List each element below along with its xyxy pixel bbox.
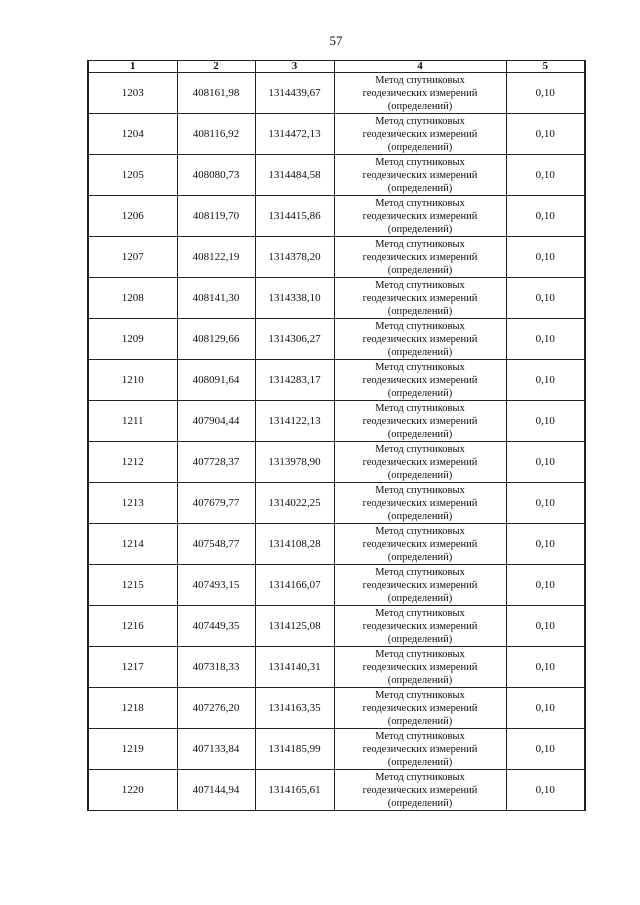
x-coordinate-cell: 407493,15	[177, 565, 255, 606]
method-cell	[334, 114, 506, 155]
y-coordinate-cell: 1314283,17	[255, 360, 334, 401]
table-row	[88, 114, 585, 155]
header-col-2: 2	[177, 61, 255, 73]
method-line: (определений)	[387, 633, 453, 645]
method-line: (определений)	[387, 674, 453, 686]
point-number-cell: 1211	[88, 401, 177, 442]
y-coordinate-cell: 1313978,90	[255, 442, 334, 483]
x-coordinate-cell: 408161,98	[177, 73, 255, 114]
coordinates-table	[87, 60, 586, 811]
x-coordinate-cell: 407318,33	[177, 647, 255, 688]
table-row	[88, 606, 585, 647]
point-number-cell: 1214	[88, 524, 177, 565]
method-line: Метод спутниковых	[375, 525, 465, 537]
method-cell	[334, 73, 506, 114]
method-line: Метод спутниковых	[375, 402, 465, 414]
table-row	[88, 155, 585, 196]
method-line: Метод спутниковых	[375, 648, 465, 660]
table-row	[88, 278, 585, 319]
method-line: геодезических измерений	[362, 620, 478, 632]
method-line: Метод спутниковых	[375, 115, 465, 127]
point-number-cell: 1209	[88, 319, 177, 360]
precision-cell: 0,10	[506, 278, 585, 319]
method-cell	[334, 770, 506, 811]
method-line: геодезических измерений	[362, 497, 478, 509]
method-line: (определений)	[387, 797, 453, 809]
y-coordinate-cell: 1314163,35	[255, 688, 334, 729]
method-line: (определений)	[387, 141, 453, 153]
precision-cell: 0,10	[506, 155, 585, 196]
method-line: (определений)	[387, 305, 453, 317]
point-number-cell: 1212	[88, 442, 177, 483]
point-number-cell: 1220	[88, 770, 177, 811]
method-line: геодезических измерений	[362, 784, 478, 796]
y-coordinate-cell: 1314338,10	[255, 278, 334, 319]
table-header	[88, 61, 585, 73]
precision-cell: 0,10	[506, 73, 585, 114]
header-col-3: 3	[255, 61, 334, 73]
table-row	[88, 360, 585, 401]
precision-cell: 0,10	[506, 565, 585, 606]
method-line: Метод спутниковых	[375, 689, 465, 701]
x-coordinate-cell: 408116,92	[177, 114, 255, 155]
method-line: (определений)	[387, 223, 453, 235]
method-cell	[334, 155, 506, 196]
method-line: Метод спутниковых	[375, 361, 465, 373]
method-line: Метод спутниковых	[375, 771, 465, 783]
x-coordinate-cell: 407904,44	[177, 401, 255, 442]
point-number-cell: 1207	[88, 237, 177, 278]
y-coordinate-cell: 1314140,31	[255, 647, 334, 688]
method-line: (определений)	[387, 387, 453, 399]
method-line: геодезических измерений	[362, 415, 478, 427]
precision-cell: 0,10	[506, 524, 585, 565]
method-line: Метод спутниковых	[375, 730, 465, 742]
table-row	[88, 73, 585, 114]
y-coordinate-cell: 1314439,67	[255, 73, 334, 114]
method-line: (определений)	[387, 182, 453, 194]
method-line: (определений)	[387, 428, 453, 440]
method-line: Метод спутниковых	[375, 197, 465, 209]
x-coordinate-cell: 407548,77	[177, 524, 255, 565]
method-cell	[334, 401, 506, 442]
table-body	[88, 73, 585, 811]
y-coordinate-cell: 1314306,27	[255, 319, 334, 360]
header-col-1: 1	[88, 61, 177, 73]
precision-cell: 0,10	[506, 442, 585, 483]
method-line: (определений)	[387, 551, 453, 563]
method-line: (определений)	[387, 510, 453, 522]
precision-cell: 0,10	[506, 114, 585, 155]
method-line: Метод спутниковых	[375, 156, 465, 168]
method-cell	[334, 565, 506, 606]
method-cell	[334, 524, 506, 565]
precision-cell: 0,10	[506, 319, 585, 360]
table-row	[88, 319, 585, 360]
method-line: геодезических измерений	[362, 579, 478, 591]
point-number-cell: 1218	[88, 688, 177, 729]
method-line: геодезических измерений	[362, 210, 478, 222]
method-line: Метод спутниковых	[375, 607, 465, 619]
x-coordinate-cell: 408091,64	[177, 360, 255, 401]
precision-cell: 0,10	[506, 729, 585, 770]
x-coordinate-cell: 407679,77	[177, 483, 255, 524]
table-row	[88, 401, 585, 442]
point-number-cell: 1203	[88, 73, 177, 114]
point-number-cell: 1215	[88, 565, 177, 606]
method-cell	[334, 360, 506, 401]
method-line: геодезических измерений	[362, 169, 478, 181]
table-row	[88, 237, 585, 278]
point-number-cell: 1219	[88, 729, 177, 770]
precision-cell: 0,10	[506, 401, 585, 442]
method-line: (определений)	[387, 592, 453, 604]
method-line: геодезических измерений	[362, 87, 478, 99]
method-line: геодезических измерений	[362, 333, 478, 345]
point-number-cell: 1213	[88, 483, 177, 524]
header-col-5: 5	[506, 61, 585, 73]
method-line: геодезических измерений	[362, 743, 478, 755]
x-coordinate-cell: 408080,73	[177, 155, 255, 196]
method-line: Метод спутниковых	[375, 320, 465, 332]
y-coordinate-cell: 1314122,13	[255, 401, 334, 442]
table-row	[88, 688, 585, 729]
table-row	[88, 524, 585, 565]
method-line: геодезических измерений	[362, 128, 478, 140]
method-cell	[334, 688, 506, 729]
method-line: геодезических измерений	[362, 538, 478, 550]
method-line: геодезических измерений	[362, 456, 478, 468]
table-row	[88, 196, 585, 237]
table-row	[88, 729, 585, 770]
y-coordinate-cell: 1314185,99	[255, 729, 334, 770]
table-row	[88, 647, 585, 688]
method-cell	[334, 319, 506, 360]
table-row	[88, 442, 585, 483]
method-cell	[334, 606, 506, 647]
header-row	[88, 61, 585, 73]
method-line: (определений)	[387, 100, 453, 112]
precision-cell: 0,10	[506, 483, 585, 524]
precision-cell: 0,10	[506, 647, 585, 688]
method-line: геодезических измерений	[362, 702, 478, 714]
point-number-cell: 1206	[88, 196, 177, 237]
y-coordinate-cell: 1314022,25	[255, 483, 334, 524]
precision-cell: 0,10	[506, 770, 585, 811]
method-cell	[334, 278, 506, 319]
y-coordinate-cell: 1314484,58	[255, 155, 334, 196]
precision-cell: 0,10	[506, 606, 585, 647]
method-line: геодезических измерений	[362, 292, 478, 304]
precision-cell: 0,10	[506, 688, 585, 729]
method-line: (определений)	[387, 715, 453, 727]
method-line: Метод спутниковых	[375, 566, 465, 578]
method-line: Метод спутниковых	[375, 238, 465, 250]
point-number-cell: 1204	[88, 114, 177, 155]
y-coordinate-cell: 1314472,13	[255, 114, 334, 155]
method-cell	[334, 237, 506, 278]
method-cell	[334, 442, 506, 483]
precision-cell: 0,10	[506, 237, 585, 278]
precision-cell: 0,10	[506, 196, 585, 237]
method-cell	[334, 196, 506, 237]
y-coordinate-cell: 1314166,07	[255, 565, 334, 606]
method-line: геодезических измерений	[362, 661, 478, 673]
y-coordinate-cell: 1314415,86	[255, 196, 334, 237]
point-number-cell: 1216	[88, 606, 177, 647]
method-cell	[334, 483, 506, 524]
method-line: (определений)	[387, 756, 453, 768]
header-col-4: 4	[334, 61, 506, 73]
method-line: Метод спутниковых	[375, 74, 465, 86]
page-number: 57	[329, 33, 343, 48]
x-coordinate-cell: 407276,20	[177, 688, 255, 729]
method-line: Метод спутниковых	[375, 443, 465, 455]
method-line: Метод спутниковых	[375, 279, 465, 291]
x-coordinate-cell: 407449,35	[177, 606, 255, 647]
x-coordinate-cell: 408141,30	[177, 278, 255, 319]
method-line: (определений)	[387, 469, 453, 481]
point-number-cell: 1217	[88, 647, 177, 688]
method-cell	[334, 647, 506, 688]
x-coordinate-cell: 408119,70	[177, 196, 255, 237]
point-number-cell: 1210	[88, 360, 177, 401]
precision-cell: 0,10	[506, 360, 585, 401]
method-line: Метод спутниковых	[375, 484, 465, 496]
table-row	[88, 770, 585, 811]
x-coordinate-cell: 408129,66	[177, 319, 255, 360]
point-number-cell: 1208	[88, 278, 177, 319]
method-line: геодезических измерений	[362, 251, 478, 263]
point-number-cell: 1205	[88, 155, 177, 196]
method-cell	[334, 729, 506, 770]
method-line: (определений)	[387, 346, 453, 358]
table-row	[88, 483, 585, 524]
table-row	[88, 565, 585, 606]
method-line: геодезических измерений	[362, 374, 478, 386]
x-coordinate-cell: 407133,84	[177, 729, 255, 770]
x-coordinate-cell: 407728,37	[177, 442, 255, 483]
y-coordinate-cell: 1314378,20	[255, 237, 334, 278]
y-coordinate-cell: 1314125,08	[255, 606, 334, 647]
y-coordinate-cell: 1314108,28	[255, 524, 334, 565]
x-coordinate-cell: 408122,19	[177, 237, 255, 278]
method-line: (определений)	[387, 264, 453, 276]
y-coordinate-cell: 1314165,61	[255, 770, 334, 811]
x-coordinate-cell: 407144,94	[177, 770, 255, 811]
